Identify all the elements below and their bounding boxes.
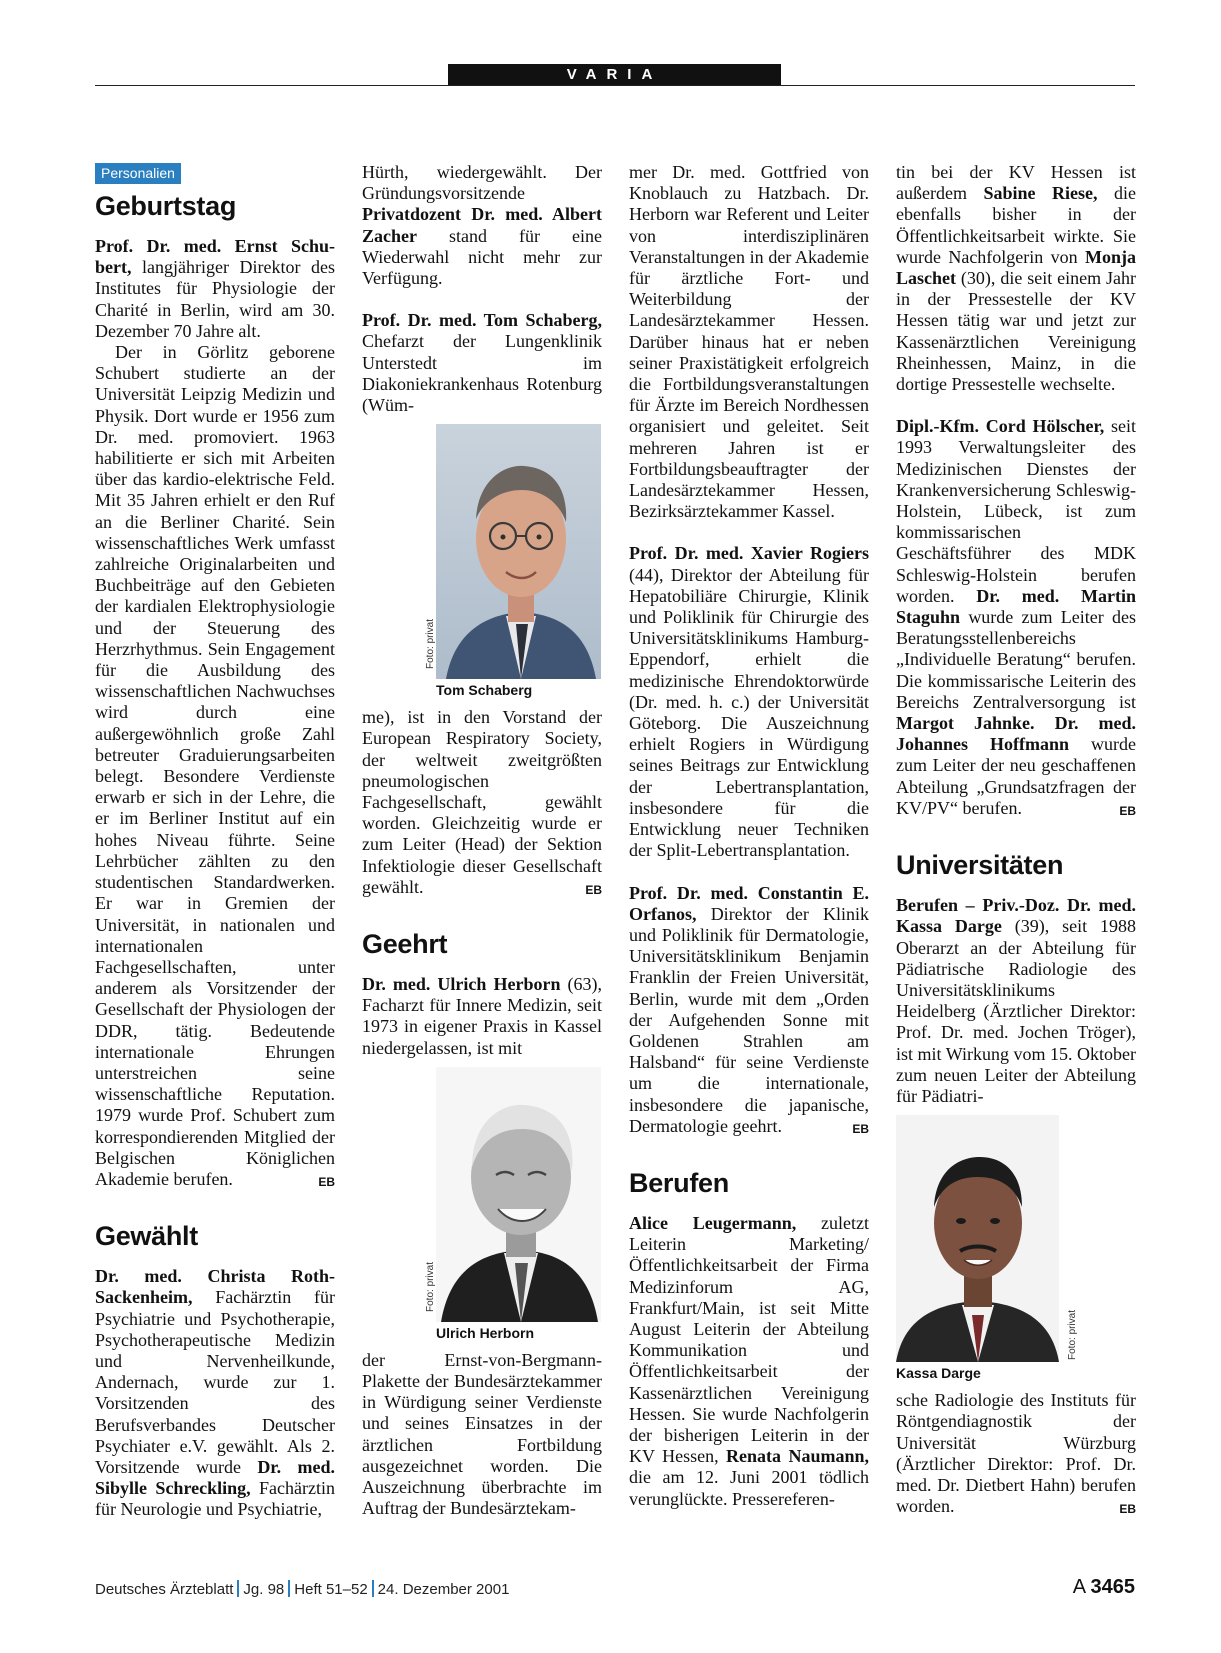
paragraph xyxy=(362,974,602,1059)
paragraph xyxy=(629,543,869,861)
paragraph-text: seit 1993 Verwaltungsleiter des Medizinischen Dienstes der Krankenversicherung Schleswig-Holstein, Lübeck, ist zum kommissarischen Geschäftsführer des MDK Schleswig-Holstein berufen worden. xyxy=(896,416,1137,606)
author-initials: EB xyxy=(585,882,602,897)
person-name: Alice Leugermann, xyxy=(629,1212,797,1233)
column-1 xyxy=(95,162,335,1521)
paragraph-text: (39), seit 1988 Oberarzt an der Abteilung für Pädiatrische Radiologie des Universitätsklinikums Heidelberg (Ärztlicher Direktor: Prof. Dr. med. Jochen Tröger), ist mit Wirkung vom 15. Oktober zum neuen Leiter der Abteilung für Pädiatri- xyxy=(896,916,1137,1106)
photo-caption: Tom Schaberg xyxy=(436,682,533,699)
journal-issue: Heft 51–52 xyxy=(294,1581,368,1598)
person-name: Dr. med. Ulrich Herborn xyxy=(362,974,561,995)
author-initials: EB xyxy=(1119,803,1136,818)
paragraph-text: die ebenfalls bisher in der Öffentlichkeitsarbeit wirkte. Sie wurde Nachfolgerin von xyxy=(896,183,1137,267)
paragraph xyxy=(896,1390,1136,1517)
heading-gewaehlt: Gewählt xyxy=(95,1221,198,1252)
author-initials: EB xyxy=(852,1121,869,1136)
paragraph-text: (44), Direktor der Abteilung für Hepatobiliäre Chirurgie, Klinik und Poliklinik für Chirurgie des Universitätsklinikums Hamburg-Eppendorf, erhielt die medizinische Ehrendoktorwürde (Dr. med. h. c.) der Universität Göteborg. Die Auszeichnung erhielt Rogiers in Würdigung seines Beitrags zur Entwicklung der Lebertransplantation, insbesondere für die Entwicklung neuer Techniken der Split-Lebertransplantation. xyxy=(629,564,869,861)
paragraph-text: Hürth, wiedergewählt. Der Gründungsvorsitzende xyxy=(362,162,602,204)
section-header-varia: VARIA xyxy=(448,64,781,85)
paragraph xyxy=(896,162,1136,395)
paragraph-text: (30), die seit einem Jahr in der Pressestelle der KV Hessen tätig war und jetzt zur Kassenärztlichen Vereinigung Rheinhessen, Mainz, in die dortige Pressestelle wechselte. xyxy=(896,268,1137,395)
paragraph-text: me), ist in den Vorstand der European Respiratory Society, der weltweit zweitgrößten pneumologischen Fachgesellschaft, gewählt worden. Gleichzeitig wurde er zum Leiter (Head) der Sektion Infektiologie dieser Gesellschaft gewählt. xyxy=(362,707,602,897)
paragraph-text: tin bei der KV Hessen ist außerdem xyxy=(896,162,1136,204)
column-4 xyxy=(896,162,1136,1520)
paragraph xyxy=(362,1350,602,1520)
person-name: Dr. med. Sibylle Schreckling, xyxy=(95,1456,335,1499)
paragraph-text: Der in Görlitz geborene Schubert studierte an der Universität Leipzig Medizin und Physik. Dort wurde er 1956 zum Dr. med. promoviert. 1963 habilitierte er sich mit Arbeiten über das kardio-elektrische Feld. Mit 35 Jahren erhielt er den Ruf an die Berliner Charité. Sein wissenschaftliches Werk umfasst zahlreiche Originalarbeiten und Buchbeiträge auf den Gebieten der kardialen Elektrophysiologie und der Steuerung des Herzrhythmus. Sein Engagement für die Ausbildung des wissenschaftlichen Nachwuchses wird durch eine außergewöhnlich große Zahl betreuter Graduierungsarbeiten belegt. Besondere Verdienste erwarb er sich in der Lehre, die er im Berliner Institut auf ein hohes Niveau führte. Seine Lehrbücher zählten zu den studentischen Standardwerken. Er war in Gremien der Universität, in nationalen und internationalen Fachgesellschaften, unter anderem als Vorsitzender der Gesellschaft der Physiologen der DDR, tätig. Bedeutende internationale Ehrungen unterstreichen seine wissenschaftliche Reputation. 1979 wurde Prof. Schubert zum korrespondierenden Mitglied der Belgischen Königlichen Akademie berufen. xyxy=(95,342,335,1189)
paragraph xyxy=(896,895,1136,1107)
photo-block-darge xyxy=(896,1115,1136,1382)
paragraph-text: Fachärztin für Neurologie und Psychiatrie, xyxy=(95,1478,335,1520)
person-name: Sabine Riese, xyxy=(983,183,1098,204)
category-tag: Personalien xyxy=(95,163,181,184)
heading-universitaeten: Universitäten xyxy=(896,850,1064,881)
paragraph-text: der Ernst-von-Bergmann-Plakette der Bundesärztekammer in Würdigung seiner Verdienste und seines Einsatzes in der ärztlichen Fortbildung ausgezeichnet worden. Die Auszeichnung überbrachte im Auftrag der Bundesärztekam- xyxy=(362,1349,602,1519)
author-initials: EB xyxy=(318,1174,335,1189)
paragraph xyxy=(95,342,335,1190)
paragraph-text: die am 12. Juni 2001 tödlich verunglückte. Pressereferen- xyxy=(629,1467,869,1509)
portrait-darge-image xyxy=(896,1115,1059,1362)
photo-caption: Kassa Darge xyxy=(896,1365,981,1382)
person-name: Dipl.-Kfm. Cord Hölscher, xyxy=(896,416,1105,437)
photo-credit: Foto: privat xyxy=(425,1261,436,1312)
photo-credit: Foto: privat xyxy=(1067,1310,1078,1361)
person-name: Prof. Dr. med. Xavier Rogiers xyxy=(629,543,869,564)
paragraph-text: Chefarzt der Lungenklinik Unterstedt im Diakoniekrankenhaus Rotenburg (Wüm- xyxy=(362,331,602,416)
person-name: Margot Jahnke. Dr. med. Johannes Hoffmann xyxy=(896,713,1136,755)
paragraph xyxy=(362,707,602,898)
page-number xyxy=(1073,1576,1135,1599)
portrait-photo-schaberg xyxy=(436,424,601,679)
column-3 xyxy=(629,162,869,1510)
heading-berufen: Berufen xyxy=(629,1167,729,1198)
footer-separator xyxy=(288,1580,290,1597)
paragraph xyxy=(362,162,602,289)
paragraph-text: zuletzt Leiterin Marketing/Öffentlichkeitsarbeit der Firma Medizinforum AG, Frankfurt/Main, ist seit Mitte August Leiterin der Abteilung Kommunikation und Öffentlichkeitsarbeit der Kassenärztlichen Vereinigung Hessen. Sie wurde Nachfolgerin der bisherigen Leiterin in der KV Hessen, xyxy=(629,1212,869,1467)
photo-credit: Foto: privat xyxy=(425,619,436,670)
journal-title: Deutsches Ärzteblatt xyxy=(95,1581,234,1598)
person-name: Monja Laschet xyxy=(896,246,1136,289)
photo-block-schaberg xyxy=(362,424,602,699)
journal-volume: Jg. 98 xyxy=(243,1581,285,1598)
paragraph-text: (63), Facharzt für Innere Medizin, seit 1973 in eigener Praxis in Kassel niedergelassen, ist mit xyxy=(362,974,602,1058)
paragraph-text: sche Radiologie des Instituts für Röntgendiagnostik der Universität Würzburg (Ärztlicher Direktor: Prof. Dr. med. Dr. Dietbert Hahn) berufen worden. xyxy=(896,1390,1136,1517)
paragraph xyxy=(95,236,335,342)
person-name: Privatdozent Dr. med. Albert Zacher xyxy=(362,204,602,246)
paragraph-text: langjähriger Direktor des Institutes für Physiologie der Charité in Berlin, wird am 30. Dezember 70 Jahre alt. xyxy=(95,257,335,341)
header-rule xyxy=(95,85,1135,86)
paragraph xyxy=(896,416,1136,819)
portrait-schaberg-image xyxy=(436,424,601,679)
paragraph-text: wurde zum Leiter des Beratungsstellenbereichs „Individuelle Beratung“ berufen. Die kommissarische Leiterin des Bereichs Zentralversorgung ist xyxy=(896,607,1137,712)
paragraph xyxy=(95,1266,335,1520)
journal-date: 24. Dezember 2001 xyxy=(377,1581,510,1598)
paragraph-text: mer Dr. med. Gottfried von Knoblauch zu Hatzbach. Dr. Herborn war Referent und Leiter von interdisziplinären Veranstaltungen in der Akademie für ärztliche Fort- und Weiterbildung der Landesärztekammer Hessen. Darüber hinaus hat er neben seiner Praxistätigkeit erfolgreich die Fortbildungsveranstaltungen für Ärzte im Bereich Nordhessen organisiert und geleitet. Seit mehreren Jahren ist er Fortbildungsbeauftragter der Landesärztekammer Hessen, Bezirksärztekammer Kassel. xyxy=(629,162,869,522)
paragraph-text: wurde zum Leiter der neu geschaffenen Abteilung „Grundsatzfragen der KV/PV“ berufen. xyxy=(896,734,1137,818)
footer-separator xyxy=(237,1580,239,1597)
column-2 xyxy=(362,162,602,1520)
photo-caption: Ulrich Herborn xyxy=(436,1324,535,1341)
author-initials: EB xyxy=(1119,1502,1136,1517)
paragraph-text: Fachärztin für Psychiatrie und Psychotherapie, Psychotherapeutische Medizin und Nervenheilkunde, Andernach, wurde zur 1. Vorsitzenden des Berufsverbandes Deutscher Psychiater e.V. gewählt. Als 2. Vorsitzende wurde xyxy=(95,1287,335,1477)
heading-geburtstag: Geburtstag xyxy=(95,191,237,221)
page-number-value: 3465 xyxy=(1090,1576,1135,1598)
person-name: Prof. Dr. med. Ernst Schu-bert, xyxy=(95,236,335,278)
portrait-photo-herborn xyxy=(436,1067,601,1322)
paragraph-text: stand für eine Wiederwahl nicht mehr zur Verfügung. xyxy=(362,225,602,289)
person-name: Berufen – Priv.-Doz. Dr. med. Kassa Darge xyxy=(896,895,1136,937)
heading-geehrt: Geehrt xyxy=(362,929,448,960)
person-name: Dr. med. Christa Roth-Sackenheim, xyxy=(95,1266,335,1308)
paragraph xyxy=(629,162,869,522)
person-name: Prof. Dr. med. Constantin E. Orfanos, xyxy=(629,882,869,924)
portrait-herborn-image xyxy=(436,1067,601,1322)
page-footer xyxy=(95,1580,509,1598)
photo-block-herborn xyxy=(362,1067,602,1342)
portrait-photo-darge xyxy=(896,1115,1059,1362)
person-name: Renata Naumann, xyxy=(726,1446,869,1467)
person-name: Prof. Dr. med. Tom Schaberg, xyxy=(362,310,602,331)
paragraph xyxy=(629,1213,869,1510)
page-prefix: A xyxy=(1072,1576,1085,1598)
paragraph-text: Direktor der Klinik und Poliklinik für Dermatologie, Universitätsklinikum Benjamin Franklin der Freien Universität, Berlin, wurde mit dem „Orden der Aufgehenden Sonne mit Goldenen Strahlen am Halsband“ für seine Verdienste um die internationale, insbesondere die japanische, Dermatologie geehrt. xyxy=(629,903,870,1136)
paragraph xyxy=(629,883,869,1137)
person-name: Dr. med. Martin Staguhn xyxy=(896,585,1136,628)
footer-separator xyxy=(372,1580,374,1597)
paragraph xyxy=(362,310,602,416)
